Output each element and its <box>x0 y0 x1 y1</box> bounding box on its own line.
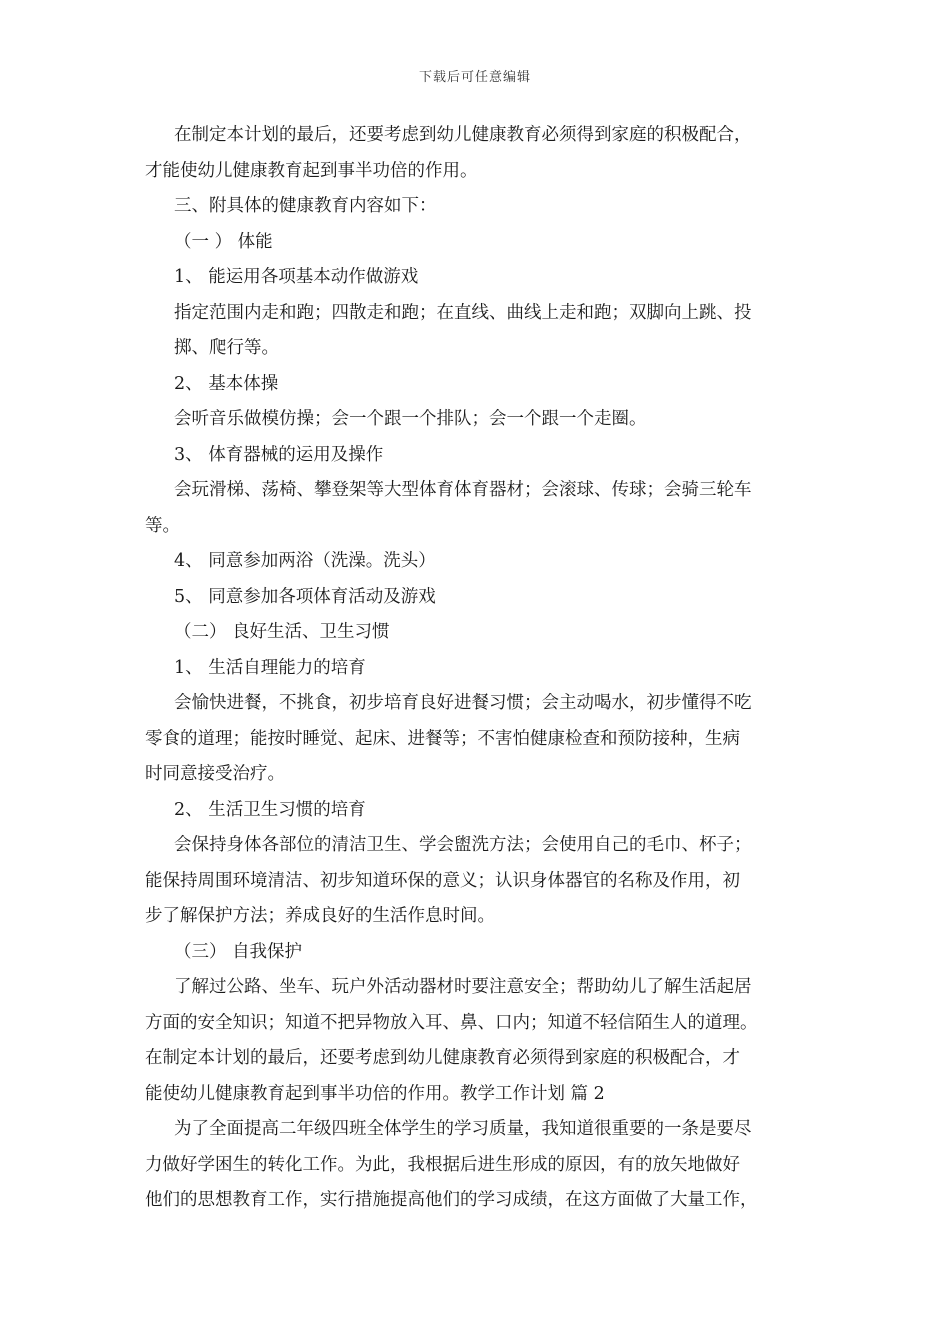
text-line: 他们的思想教育工作，实行措施提高他们的学习成绩，在这方面做了大量工作， <box>145 1190 758 1210</box>
page-header: 下载后可任意编辑 <box>418 70 531 85</box>
text-line: 2、 基本体操 <box>174 373 279 394</box>
text-line: 力做好学困生的转化工作。为此，我根据后进生形成的原因，有的放矢地做好 <box>145 1154 740 1175</box>
text-line: （三） 自我保护 <box>174 941 303 962</box>
text-line: 方面的安全知识；知道不把异物放入耳、鼻、口内；知道不轻信陌生人的道理。 <box>145 1012 758 1033</box>
text-line: 能使幼儿健康教育起到事半功倍的作用。教学工作计划 篇 2 <box>145 1083 605 1104</box>
text-line: 2、 生活卫生习惯的培育 <box>174 799 366 820</box>
text-line: 在制定本计划的最后，还要考虑到幼儿健康教育必须得到家庭的积极配合， <box>174 125 752 145</box>
text-line: 等。 <box>145 515 180 536</box>
text-line: 为了全面提高二年级四班全体学生的学习质量，我知道很重要的一条是要尽 <box>174 1119 752 1139</box>
text-line: 1、 能运用各项基本动作做游戏 <box>174 267 419 287</box>
text-line: （一 ） 体能 <box>174 231 273 252</box>
text-line: 1、 生活自理能力的培育 <box>174 657 366 678</box>
text-line: 会听音乐做模仿操；会一个跟一个排队；会一个跟一个走圈。 <box>174 409 647 429</box>
text-line: 三、附具体的健康教育内容如下： <box>174 196 437 216</box>
text-line: 掷、爬行等。 <box>174 338 279 358</box>
text-line: 时同意接受治疗。 <box>145 764 285 784</box>
text-line: 会愉快进餐，不挑食，初步培育良好进餐习惯；会主动喝水，初步懂得不吃 <box>174 693 752 713</box>
text-line: 4、 同意参加两浴（洗澡。洗头） <box>174 551 436 571</box>
text-line: 指定范围内走和跑；四散走和跑；在直线、曲线上走和跑；双脚向上跳、投 <box>174 302 752 323</box>
text-line: 5、 同意参加各项体育活动及游戏 <box>174 586 436 607</box>
text-line: 会玩滑梯、荡椅、攀登架等大型体育体育器材；会滚球、传球；会骑三轮车 <box>174 480 752 500</box>
text-line: 零食的道理；能按时睡觉、起床、进餐等；不害怕健康检查和预防接种，生病 <box>145 728 740 749</box>
text-line: 会保持身体各部位的清洁卫生、学会盥洗方法；会使用自己的毛巾、杯子； <box>174 835 752 855</box>
text-line: 3、 体育器械的运用及操作 <box>174 444 384 465</box>
text-line: 能保持周围环境清洁、初步知道环保的意义；认识身体器官的名称及作用，初 <box>145 870 740 891</box>
text-line: 在制定本计划的最后，还要考虑到幼儿健康教育必须得到家庭的积极配合，才 <box>145 1048 740 1068</box>
text-line: 了解过公路、坐车、玩户外活动器材时要注意安全；帮助幼儿了解生活起居 <box>174 977 752 997</box>
text-line: （二） 良好生活、卫生习惯 <box>174 622 390 642</box>
text-line: 才能使幼儿健康教育起到事半功倍的作用。 <box>145 160 478 181</box>
text-line: 步了解保护方法；养成良好的生活作息时间。 <box>145 906 495 926</box>
document-body <box>145 118 810 1219</box>
